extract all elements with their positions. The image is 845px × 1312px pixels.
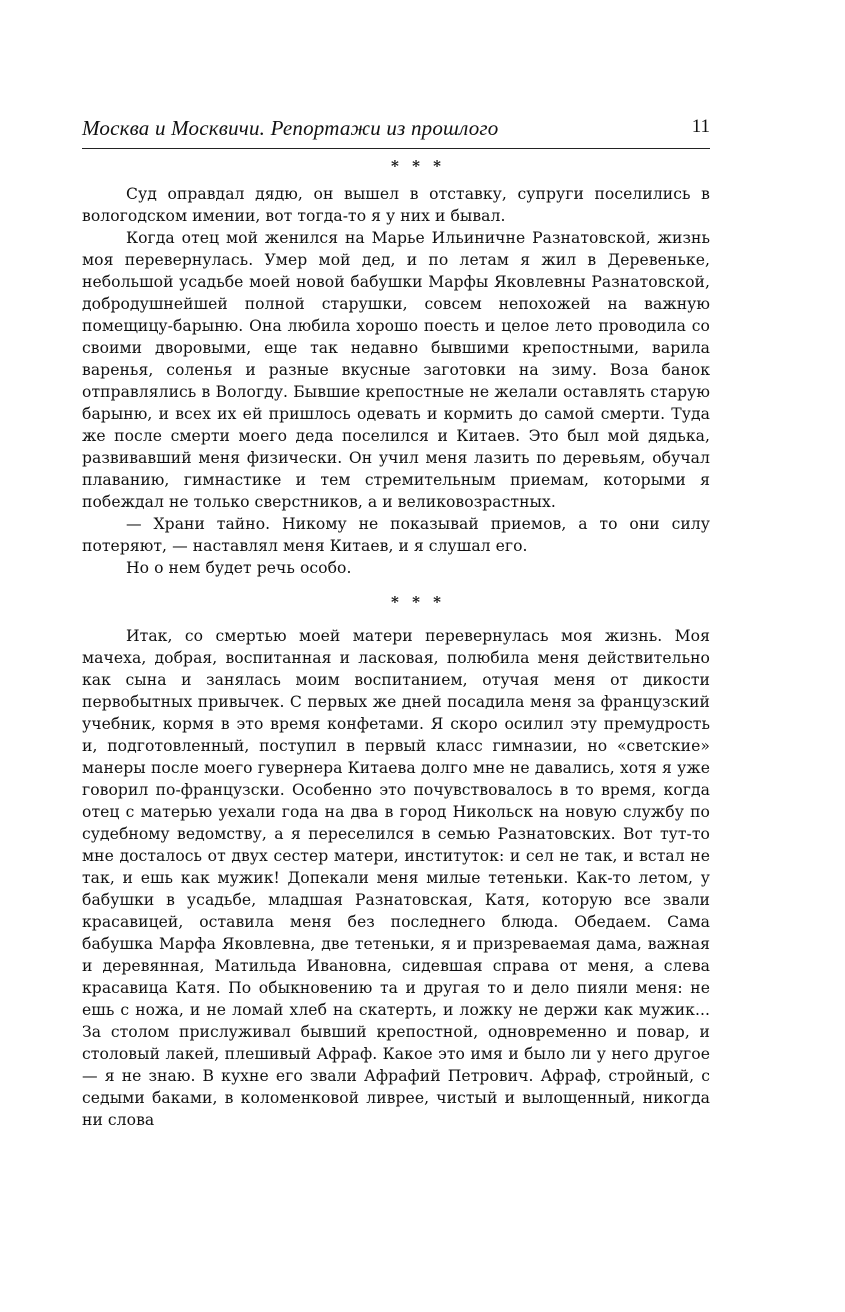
paragraph: Когда отец мой женился на Марье Ильиничне Разнатовской, жизнь моя перевернулась. Умер мой дед, и по летам я жил в Деревеньке, небольшой усадьбе моей новой бабушки Марфы Яковлевны Разнатовской, добродушнейшей полной старушки, совсем непохожей на важную помещицу-барыню. Она любила хорошо поесть и целое лето проводила со своими дворовыми, еще так недавно бывшими крепостными, варила варенья, соленья и разные вкусные заготовки на зиму. Воза банок отправлялись в Вологду. Бывшие крепостные не желали оставлять старую барыню, и всех их ей пришлось одевать и кормить до самой смерти. Туда же после смерти моего деда поселился и Китаев. Это был мой дядька, развивавший меня физически. Он учил меня лазить по деревьям, обучал плаванию, гимнастике и тем стремительным приемам, которыми я побеждал не только сверстников, а и великовозрастных. [82, 229, 710, 511]
paragraph: Но о нем будет речь особо. [126, 559, 352, 577]
book-page [82, 110, 710, 1131]
running-title: Москва и Москвичи. Репортажи из прошлого [82, 116, 499, 140]
page-body [82, 149, 710, 1131]
paragraph: Итак, со смертью моей матери перевернулась моя жизнь. Моя мачеха, добрая, воспитанная и ласковая, полюбила меня действительно как сына и занялась моим воспитанием, отучая меня от дикости первобытных привычек. С первых же дней посадила меня за французский учебник, кормя в это время конфетами. Я скоро осилил эту премудрость и, подготовленный, поступил в первый класс гимназии, но «светские» манеры после моего гувернера Китаева долго мне не давались, хотя я уже говорил по-французски. Особенно это почувствовалось в то время, когда отец с матерью уехали года на два в город Никольск на новую службу по судебному ведомству, а я переселился в семью Разнатовских. Вот тут-то мне досталось от двух сестер матери, институток: и сел не так, и встал не так, и ешь как мужик! Допекали меня милые тетеньки. Как-то летом, у бабушки в усадьбе, младшая Разнатовская, Катя, которую все звали красавицей, оставила меня без последнего блюда. Обедаем. Сама бабушка Марфа Яковлевна, две тетеньки, я и призреваемая дама, важная и деревянная, Матильда Ивановна, сидевшая справа от меня, а слева красавица Катя. По обыкновению та и другая то и дело пияли меня: не ешь с ножа, и не ломай хлеб на скатерть, и ложку не держи как мужик... За столом прислуживал бывший крепостной, одновременно и повар, и столовый лакей, плешивый Афраф. Какое это имя и было ли у него другое — я не знаю. В кухне его звали Афрафий Петрович. Афраф, стройный, с седыми баками, в коломенковой ливрее, чистый и вылощенный, никогда ни слова [82, 627, 710, 1129]
section-divider: * * * [391, 593, 445, 611]
running-header [82, 110, 710, 149]
page-number: 11 [691, 116, 710, 137]
section-divider: * * * [391, 157, 445, 175]
paragraph: — Храни тайно. Никому не показывай приемов, а то они силу потеряют, — наставлял меня Китаев, и я слушал его. [82, 515, 710, 555]
paragraph: Суд оправдал дядю, он вышел в отставку, супруги поселились в вологодском имении, вот тогда-то я у них и бывал. [82, 185, 710, 225]
